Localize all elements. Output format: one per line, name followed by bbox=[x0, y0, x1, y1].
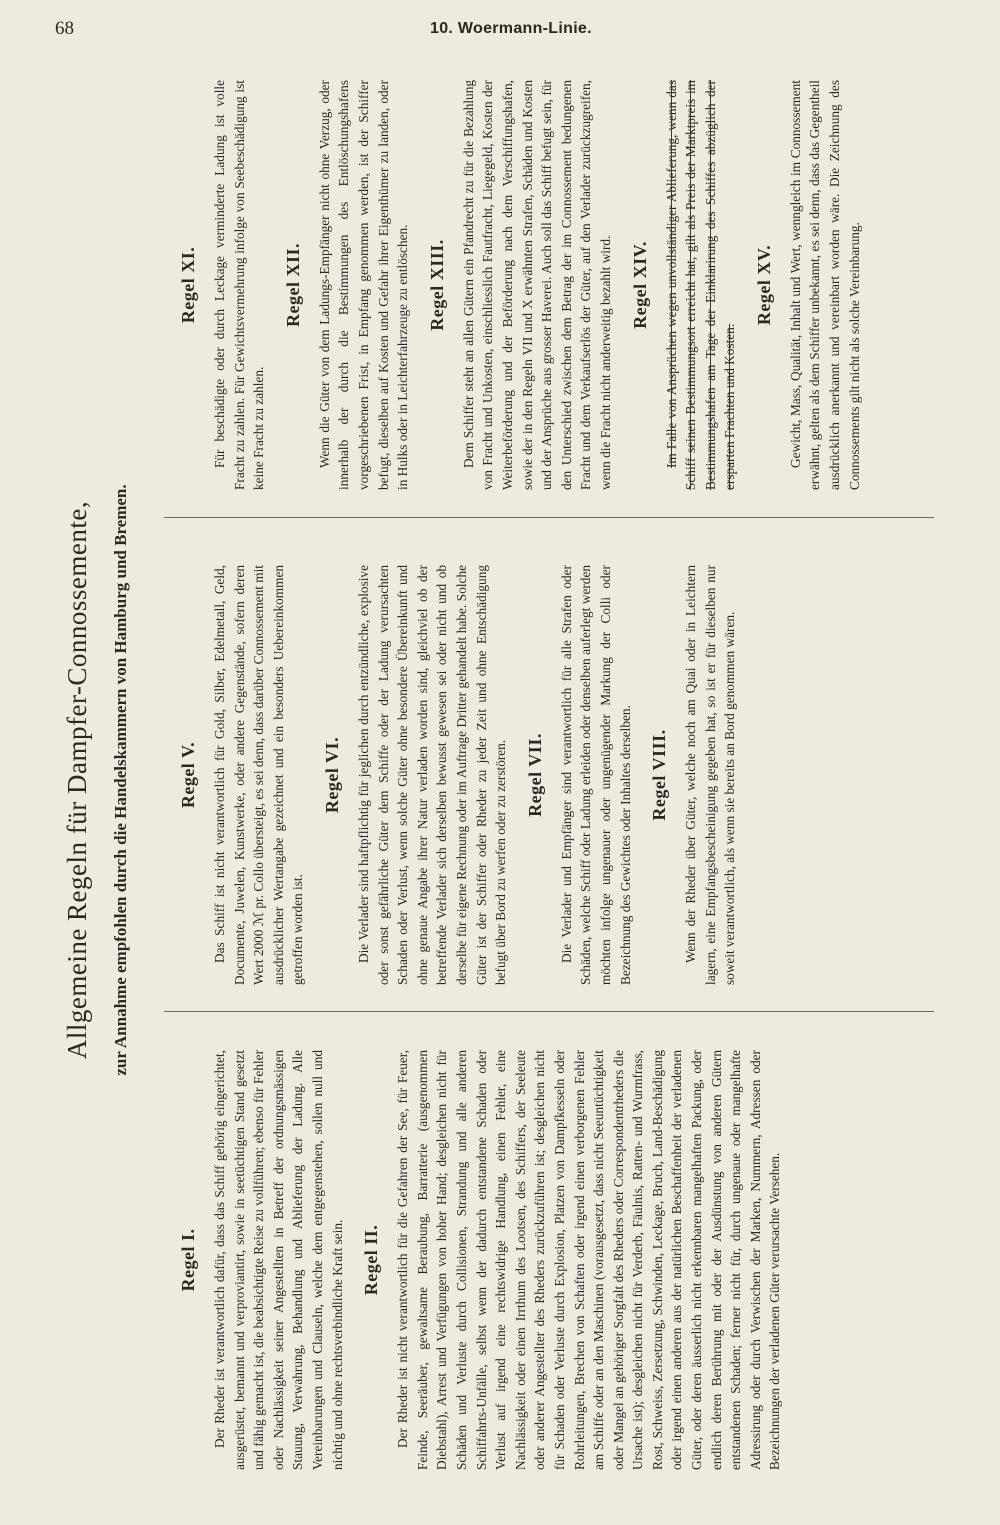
rule-text: Wenn die Güter von dem Ladungs-Empfänger nicht ohne Verzug, oder innerhalb der durch die Bestimmungen des Entlöschungshafens vorgeschriebenen Frist, in Empfang genommen werden, ist der Schiffer befugt, dieselben auf Kosten und Gefahr ihrer Eigenthümer zu landen, oder in Hulks oder in Leichterfahrzeuge zu entlöschen. bbox=[316, 80, 411, 490]
rule-heading: Regel II. bbox=[361, 1224, 382, 1296]
rule-heading: Regel XV. bbox=[753, 244, 774, 326]
column-3 bbox=[164, 80, 934, 490]
document-subtitle: zur Annahme empfohlen durch die Handelskammern von Hamburg und Bremen. bbox=[111, 484, 130, 1076]
rule-heading: Regel VIII. bbox=[649, 729, 670, 821]
page-number: 68 bbox=[55, 18, 74, 39]
rule-text: Der Rheder ist verantwortlich dafür, dass das Schiff gehörig eingerichtet, ausgerüstet, bemannt und verproviantirt, sowie in seetüchtigen Stand gesetzt und fähig gemacht ist, die beabsichtigte Reise zu vollführen; ebenso für Fehler oder Nachlässigkeit seiner Angestellten in Betreff der ordnungsmässigen Stauung, Verwahrung, Behandlung und Ablieferung der Ladung. Alle Vereinbarungen und Clauseln, welche dem entgegenstehen, sollen null und nichtig und ohne rechtsverbindliche Kraft sein. bbox=[212, 1050, 345, 1470]
rule-text: Der Rheder ist nicht verantwortlich für die Gefahren der See, für Feuer, Feinde, Seeräuber, gewaltsame Beraubung, Barratterie (ausgenommen Diebstahl), Arrest und Verfügungen von hoher Hand; desgleichen nicht für Schäden und Verluste durch Collisionen, Strandung und alle anderen Schiffahrts-Unfälle, selbst wenn der dadurch entstandene Schaden oder Verlust auf irgend eine rechtswidrige Handlung, einen Fehler, eine Nachlässigkeit oder einen Irrthum des Lootsen, des Schiffers, der Seeleute oder anderer Angestellter des Rheders zurückzuführen ist; desgleichen nicht für Schaden oder Verluste durch Explosion, Platzen von Dampfkesseln oder Rohrleitungen, Brechen von Schaften oder irgend einen verborgenen Fehler am Schiffe oder an den Maschinen (vorausgesetzt, dass nicht Seeuntüchtigkeit oder Mangel an gehöriger Sorgfalt des Rheders oder Correspondentrheders die Ursache ist); desgleichen nicht für Verderb, Fäulnis, Ratten- und Wurmfrass, Rost, Schweiss, Zersetzung, Schwinden, Leckage, Bruch, Land-Beschädigung oder irgend einen anderen aus der natürlichen Beschaffenheit der verladenen Güter, oder deren äusserlich nicht erkennbaren mangelhaften Packung, oder endlich deren Berührung mit oder der Ausdünstung von anderen Gütern entstandenen Schaden; ferner nicht für, durch ungenaue oder mangelhafte Adressirung oder durch Verwischen der Marken, Nummern, Adressen oder Bezeichnungen der verladenen Güter verursachte Versehen. bbox=[395, 1050, 783, 1470]
rule-heading: Regel XIV. bbox=[629, 241, 650, 329]
rule-heading: Regel XI. bbox=[178, 246, 198, 324]
column-divider bbox=[164, 517, 934, 518]
rule-text: Für beschädigte oder durch Leckage verminderte Ladung ist volle Fracht zu zahlen. Für Gewichtsvermehrung infolge von Seebeschädigung ist keine Fracht zu zahlen. bbox=[212, 80, 267, 490]
rule-heading: Regel VI. bbox=[321, 736, 342, 814]
rule-text: Das Schiff ist nicht verantwortlich für Gold, Silber, Edelmetall, Geld, Documente, Juwelen, Kunstwerke, oder andere Gegenstände, sofern deren Wert 2000 ℳ pr. Collo übersteigt, es sei denn, dass darüber Connossement mit ausdrücklicher Wertangabe gezeichnet und ein besonders Uebereinkommen getroffen worden ist. bbox=[212, 565, 306, 985]
rule-heading: Regel VII. bbox=[524, 733, 545, 817]
column-1 bbox=[164, 1050, 934, 1470]
rule-heading: Regel XIII. bbox=[426, 239, 447, 331]
rule-heading: Regel V. bbox=[178, 741, 198, 809]
rule-text: Die Verlader und Empfänger sind verantwortlich für alle Strafen oder Schäden, welche Schiff oder Ladung erleiden oder denselben auferlegt werden möchten infolge ungenauer oder ungenügender Markung der Colli oder Bezeichnung des Gewichtes oder Inhaltes derselben. bbox=[558, 565, 633, 985]
rule-text-struck: Im Falle von Ansprüchen wegen unvollständiger Ablieferung, wenn das Schiff seinen Bestimmungsort erreicht hat, gilt als Preis der Marktpreis im Bestimmungshafen am Tage der Einklarirung des Schiffes abzüglich der ersparten Frachten und Kosten. bbox=[663, 80, 738, 490]
rule-text: Wenn der Rheder über Güter, welche noch am Quai oder in Leichtern lagern, eine Empfangsbescheinigung gegeben hat, so ist er für dieselben nur soweit verantwortlich, als wenn sie bereits an Bord genommen wären. bbox=[683, 565, 738, 985]
rule-text: Dem Schiffer steht an allen Gütern ein Pfandrecht zu für die Bezahlung von Fracht und Unkosten, einschliesslich Fautfracht, Liegegeld, Kosten der Weiterbeförderung und der Beförderung nach dem Verschiffungshafen, sowie der in den Regeln VII und X erwähnten Strafen, Schäden und Kosten und der Ansprüche aus grosser Haverei. Auch soll das Schiff befugt sein, für den Unterschied zwischen dem Betrag der im Connossement bedungenen Fracht und dem Verkaufserlös der Güter, auf den Verlader zurückzugreifen, wenn die Fracht nicht anderweitig bezahlt wird. bbox=[460, 80, 613, 490]
column-2 bbox=[164, 565, 934, 985]
rule-text: Gewicht, Mass, Qualität, Inhalt und Wert, wenngleich im Connossement erwähnt, gelten als dem Schiffer unbekannt, es sei denn, dass das Gegentheil ausdrücklich anerkannt und vereinbart worden wäre. Die Zeichnung des Connossements gilt nicht als solche Vereinbarung. bbox=[787, 80, 862, 490]
column-divider bbox=[164, 1011, 934, 1012]
rule-heading: Regel XII. bbox=[282, 243, 303, 327]
rotated-content bbox=[60, 70, 940, 1490]
document-title: Allgemeine Regeln für Dampfer-Connossemente, bbox=[62, 500, 92, 1060]
rule-heading: Regel I. bbox=[178, 1228, 198, 1292]
running-head: 10. Woermann-Linie. bbox=[430, 20, 592, 37]
rule-text: Die Verlader sind haftpflichtig für jeglichen durch entzündliche, explosive oder sonst gefährliche Güter dem Schiffe oder der Ladung verursachten Schaden oder Verlust, wenn solche Güter ohne besondere Übereinkunft und ohne genaue Angabe ihrer Natur verladen worden sind, gleichviel ob der betreffende Verlader sich derselben bewusst gewesen sei oder nicht und ob derselbe für eigene Rechnung oder im Auftrage Dritter gehandelt habe. Solche Güter ist der Schiffer oder Rheder zu jeder Zeit und ohne Entschädigung befugt über Bord zu werfen oder zu zerstören. bbox=[355, 565, 509, 985]
